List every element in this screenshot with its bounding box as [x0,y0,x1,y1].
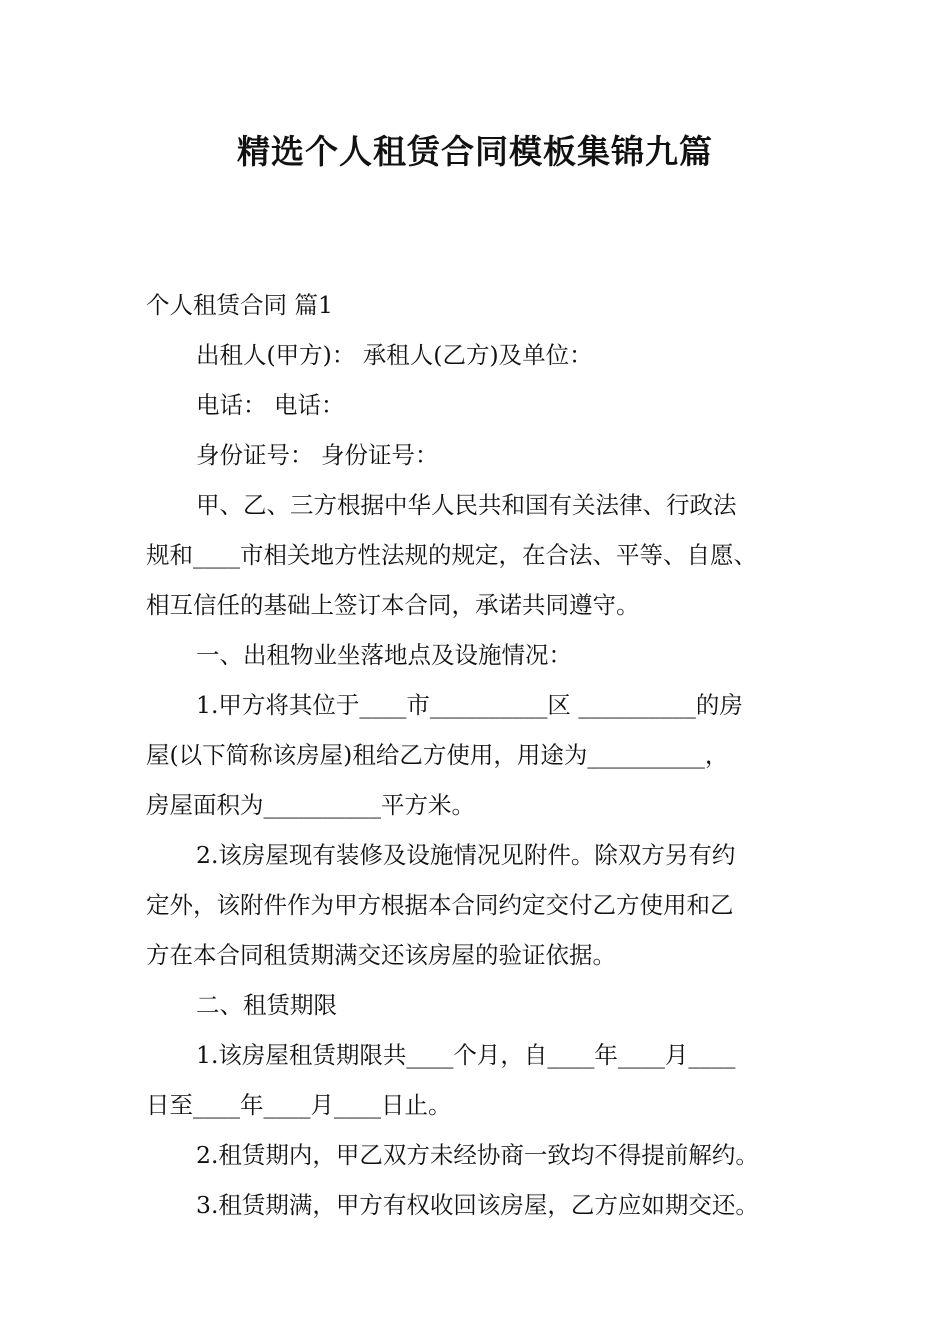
article-2-heading: 二、租赁期限 [196,991,337,1019]
parties-line: 出租人(甲方)： 承租人(乙方)及单位： [196,341,593,369]
article-1-item-2-line-1: 2.该房屋现有装修及设施情况见附件。除双方另有约 [196,841,736,869]
article-1-item-1 [146,680,826,830]
article-1-item-1-line-3: 房屋面积为__________平方米。 [146,791,475,819]
article-1-item-1-line-2: 屋(以下简称该房屋)租给乙方使用，用途为__________， [146,741,729,769]
article-2-item-3: 3.租赁期满，甲方有权收回该房屋，乙方应如期交还。 [196,1191,759,1219]
document-title: 精选个人租赁合同模板集锦九篇 [237,132,713,171]
article-2-item-2: 2.租赁期内，甲乙双方未经协商一致均不得提前解约。 [196,1141,759,1169]
phone-line: 电话： 电话： [196,391,345,419]
preamble-line-3: 相互信任的基础上签订本合同，承诺共同遵守。 [146,591,640,619]
preamble-paragraph [146,480,826,630]
article-2-item-1-line-2: 日至____年____月____日止。 [146,1091,452,1119]
article-2-item-1 [146,1030,826,1130]
document-body [146,280,826,1230]
id-number-line: 身份证号： 身份证号： [196,441,439,469]
article-1-heading: 一、出租物业坐落地点及设施情况： [196,641,572,669]
article-2-item-1-line-1: 1.该房屋租赁期限共____个月，自____年____月____ [196,1041,736,1069]
article-1-item-2-line-3: 方在本合同租赁期满交还该房屋的验证依据。 [146,941,616,969]
preamble-line-2: 规和____市相关地方性法规的规定，在合法、平等、自愿、 [146,541,757,569]
article-1-item-1-line-1: 1.甲方将其位于____市__________区 __________的房 [196,691,743,719]
section-heading: 个人租赁合同 篇1 [146,291,333,319]
article-1-item-2-line-2: 定外，该附件作为甲方根据本合同约定交付乙方使用和乙 [146,891,734,919]
preamble-line-1: 甲、乙、三方根据中华人民共和国有关法律、行政法 [196,491,737,519]
article-1-item-2 [146,830,826,980]
